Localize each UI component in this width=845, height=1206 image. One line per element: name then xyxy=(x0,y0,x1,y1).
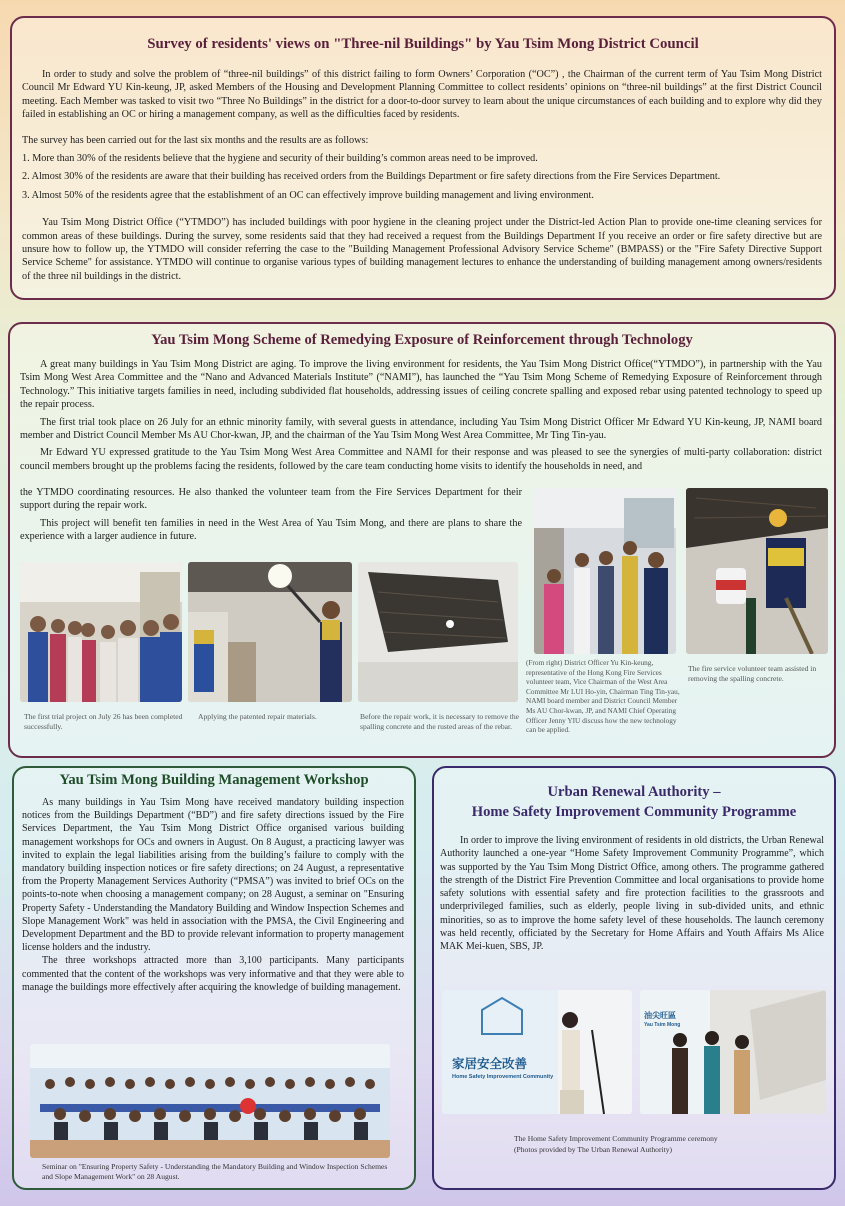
survey-result-3: 3. Almost 50% of the residents agree that the establishment of an OC can effectively improve building management and living environment. xyxy=(22,189,594,201)
caption-apply-materials: Applying the patented repair materials. xyxy=(198,712,317,721)
survey-title: Survey of residents' views on "Three-nil Buildings" by Yau Tsim Mong District Council xyxy=(147,36,699,52)
scheme-title: Yau Tsim Mong Scheme of Remedying Exposure of Reinforcement through Technology xyxy=(151,332,693,348)
caption-fire-volunteer: The fire service volunteer team assisted in removing the spalling concrete. xyxy=(688,664,817,683)
ura-title-line-2: Home Safety Improvement Community Programme xyxy=(471,804,797,820)
ura-panel xyxy=(432,766,836,1190)
photo-workshop-seminar xyxy=(30,1044,390,1158)
survey-result-1: 1. More than 30% of the residents believe that the hygiene and security of their building’s common areas need to be improved. xyxy=(22,153,538,165)
photo-apply-materials xyxy=(188,562,352,702)
photo-remove-concrete xyxy=(358,562,518,702)
workshop-paragraph-2: The three workshops attracted more than 3,100 participants. Many participants commented that the content of the workshops was very informative and that they were able to manage the buildings more effectively after acquiring the knowledge of building management. xyxy=(22,955,404,993)
ura-sign-chinese: 家居安全改善 xyxy=(452,1056,528,1071)
caption-workshop-seminar: Seminar on "Ensuring Property Safety - Understanding the Mandatory Building and Window Inspection Schemes and Slope Management Work" on 28 August. xyxy=(42,1162,388,1181)
survey-results-intro: The survey has been carried out for the last six months and the results are as follows: xyxy=(22,134,369,146)
ura-sign-english: Home Safety Improvement Community xyxy=(452,1074,554,1080)
scheme-paragraph-2: The first trial took place on 26 July for an ethnic minority family, with several guests in attendance, including Yau Tsim Mong District Officer Mr Edward YU Kin-keung, JP, NAMI board member and District Council Member Ms AU Chor-kwan, JP, and the chairman of the Yau Tsim Mong West Area Committee, Mr Ting Tin-yau. xyxy=(20,416,822,442)
survey-panel xyxy=(10,16,836,300)
caption-ura-line-2: (Photos provided by The Urban Renewal Authority) xyxy=(514,1145,673,1154)
photo-fire-volunteer xyxy=(686,488,828,654)
ura-backdrop-chinese: 油尖旺區 xyxy=(644,1011,676,1020)
ura-title-line-1: Urban Renewal Authority – xyxy=(547,784,721,800)
photo-home-visit xyxy=(534,488,676,654)
caption-home-visit: (From right) District Officer Yu Kin-keung, representative of the Hong Kong Fire Services volunteer team, Vice Chairman of the West Area Committee Mr LUI Ho-yin, Chairman Ting Tin-yau, NAMI board member and District Council Member Ms AU Chor-kwan, JP, and NAMI Chief Operating Officer Jenny YIU discuss how the new technology can be applied. xyxy=(526,658,680,735)
ura-paragraph: In order to improve the living environment of residents in old districts, the Urban Renewal Authority launched a one-year “Home Safety Improvement Community Programme”, which was supported by the Yau Tsim Mong District Office, among others. The programme gathered the strength of the District Fire Prevention Committee and local organisations to provide home safety solutions with essential safety and fire protection facilities to the grassroots and underprivileged families, such as elderly, people living in sub-divided units, and ethnic minorities, so as to improve the home safety level of these households. The launch ceremony was held recently, officiated by the Secretary for Home Affairs and Youth Affairs Ms Alice MAK Mei-kuen, SBS, JP. xyxy=(440,835,824,953)
scheme-panel xyxy=(8,322,836,758)
photo-ura-ceremony-left xyxy=(442,990,632,1114)
scheme-paragraph-3a: Mr Edward YU expressed gratitude to the Yau Tsim Mong West Area Committee and NAMI for their response and was pleased to see the synergies of multi-party collaboration: district council members brought up the problems facing the residents, followed by the care team conducting home visits to identify the households in need, and xyxy=(20,447,822,472)
caption-group-trial: The first trial project on July 26 has been completed successfully. xyxy=(24,712,183,731)
caption-ura-line-1: The Home Safety Improvement Community Programme ceremony xyxy=(514,1134,718,1143)
survey-intro: In order to study and solve the problem of “three-nil buildings” of this district failing to form Owners’ Corporation (“OC”) , the Chairman of the current term of Yau Tsim Mong District Council Mr Edward YU Kin-keung, JP, asked Members of the Housing and Development Planning Committee to collect residents’ opinions on “three-nil buildings” at the first District Council meeting. Each Member was tasked to visit two “Three No Buildings” in the district for a door-to-door survey to learn about the unique circumstances of each building and to explore why did they failed in establishing an OC or hiring a management company, as well as the difficulties faced by residents. xyxy=(22,69,822,121)
ura-backdrop-english: Yau Tsim Mong xyxy=(644,1022,681,1028)
photo-group-trial xyxy=(20,562,182,702)
caption-remove-concrete: Before the repair work, it is necessary to remove the spalling concrete and the rusted areas of the rebar. xyxy=(360,712,519,731)
workshop-title: Yau Tsim Mong Building Management Workshop xyxy=(59,772,369,788)
scheme-paragraph-3b: the YTMDO coordinating resources. He also thanked the volunteer team from the Fire Services Department for their support during the repair work. xyxy=(20,487,522,512)
photo-ura-ceremony-right xyxy=(640,990,826,1114)
survey-conclusion: Yau Tsim Mong District Office (“YTMDO”) has included buildings with poor hygiene in the cleaning project under the District-led Action Plan to provide one-time cleaning services for common areas of these buildings. During the survey, some residents said that they had received a request from the Buildings Department If you receive an order or fire safety directive but are unsure how to follow up, the YTMDO will consider referring the case to the "Building Management Professional Advisory Service Scheme" (BMPASS) or the "Fire Safety Directive Support Service Scheme" for assistance. YTMDO will continue to organise various types of building management lectures to enhance the understanding of building management among owners/residents of the three nil buildings in the district. xyxy=(22,217,822,282)
survey-result-2: 2. Almost 30% of the residents are aware that their building has received orders from the Buildings Department or fire safety directions from the Fire Services Department. xyxy=(22,171,721,183)
workshop-panel xyxy=(12,766,416,1190)
scheme-paragraph-4: This project will benefit ten families in need in the West Area of Yau Tsim Mong, and there are plans to share the experience with a larger audience in future. xyxy=(20,517,522,543)
scheme-paragraph-1: A great many buildings in Yau Tsim Mong District are aging. To improve the living environment for residents, the Yau Tsim Mong District Office(“YTMDO”), in partnership with the Yau Tsim Mong West Area Committee and the “Nano and Advanced Materials Institute” (“NAMI”), has launched the “Yau Tsim Mong Scheme of Remedying Exposure of Reinforcement through Technology.” This initiative targets families in need, including subdivided flat households, addressing issues of ceiling concrete spalling and exposed rebar using patented technology to speed up the repair process. xyxy=(20,359,822,411)
workshop-paragraph-1: As many buildings in Yau Tsim Mong have received mandatory building inspection notices from the Buildings Department (“BD”) and fire safety directions issued by the Fire Services Department, the Yau Tsim Mong District Office organised various building management workshops for OCs and owners in August. On 8 August, a practicing lawyer was invited to explain the legal liabilities arising from the building’s failure to comply with the mandatory building inspection notices or fire safety directions; on 24 August, a representative from the Property Management Services Authority (“PMSA”) was invited to brief OCs on the points-to-note when choosing a management company; on 28 August, a seminar on "Ensuring Property Safety - Understanding the Mandatory Building and Window Inspection Schemes and Slope Management Work" was held in association with the PMSA, the Civil Engineering and Development Department and the BD to provide relevant information to property management license holders and the industry. xyxy=(22,797,404,954)
